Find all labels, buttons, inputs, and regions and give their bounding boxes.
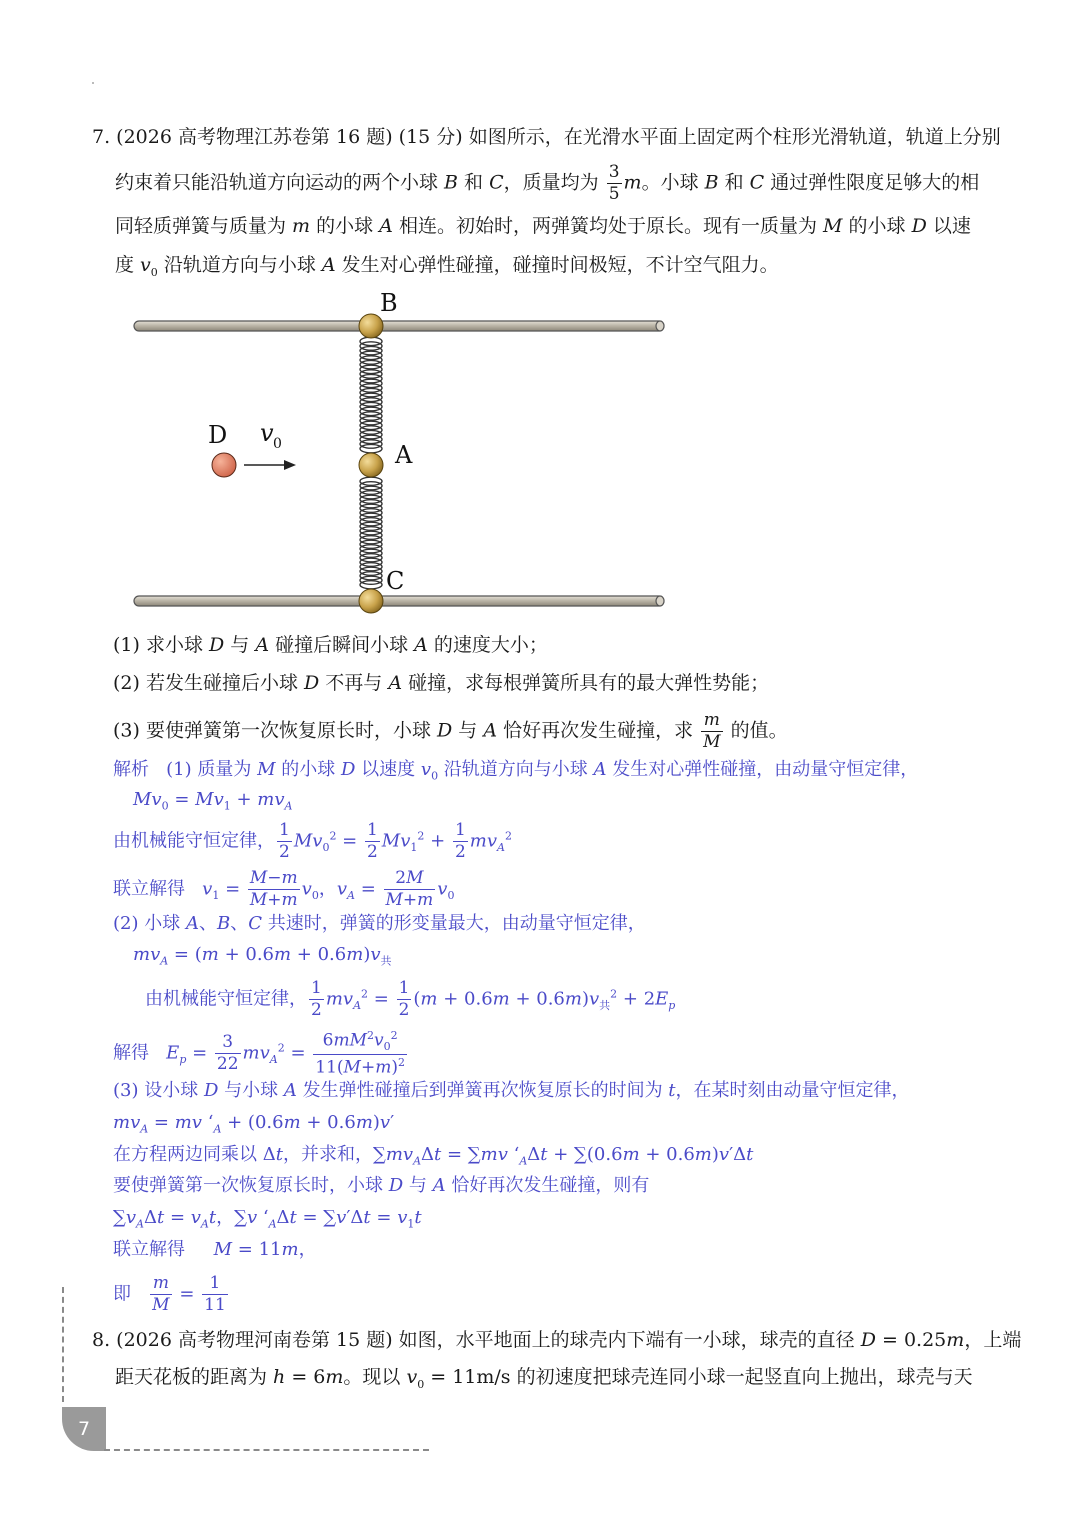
solution-eq3: 联立解得 $v_1$ = $\frac{M-m}{M+m}$ $v_0$，$v_A$ = $\frac{2M}{M+m}$ $v_0$: [113, 868, 455, 910]
ball-c: [359, 589, 383, 613]
label-b: B: [380, 289, 398, 317]
page-border-vertical: [62, 1287, 64, 1402]
q7-sub-3: (3) 要使弹簧第一次恢复原长时，小球 D 与 A 恰好再次发生碰撞，求 $\frac{m}{M}$ 的值。: [113, 710, 788, 752]
q7-sub-2: (2) 若发生碰撞后小球 D 不再与 A 碰撞，求每根弹簧所具有的最大弹性势能；: [113, 672, 770, 694]
top-rail: [134, 321, 664, 331]
solution-part3-intro: (3) 设小球 D 与小球 A 发生弹性碰撞后到弹簧再次恢复原长的时间为 t，在某时刻由动量守恒定律，: [113, 1080, 910, 1101]
label-v-sub: 0: [273, 436, 282, 452]
q7-line-2: 约束着只能沿轨道方向运动的两个小球 B 和 C，质量均为 $\frac{3}{5}$ m。小球 B 和 C 通过弹性限度足够大的相: [115, 162, 980, 204]
solution-eq9: $\sum v_A\Delta t = v_At$，∑v ‘$_A\Delta t = \sum v'\Delta t = v_1t$: [113, 1207, 422, 1231]
q7-line-1: 7. (2026 高考物理江苏卷第 16 题) (15 分) 如图所示，在光滑水平面上固定两个柱形光滑轨道，轨道上分别: [92, 126, 1001, 148]
corner-mark: [92, 82, 94, 84]
solution-part2-intro: (2) 小球 A、B、C 共速时，弹簧的形变量最大，由动量守恒定律，: [113, 913, 646, 934]
q7-sub-1: (1) 求小球 D 与 A 碰撞后瞬间小球 A 的速度大小；: [113, 634, 548, 656]
solution-line-1: 解析 (1) 质量为 M 的小球 D 以速度 $v_0$ 沿轨道方向与小球 A 发生对心弹性碰撞，由动量守恒定律，: [113, 759, 919, 783]
label-a: A: [395, 441, 413, 469]
q7-line-4: 度 $v_0$ 沿轨道方向与小球 A 发生对心弹性碰撞，碰撞时间极短，不计空气阻力。: [115, 254, 779, 279]
q8-line-2: 距天花板的距离为 h = 6m。现以 $v_0 = 11m/s$ 的初速度把球壳连同小球一起竖直向上抛出，球壳与天: [115, 1366, 973, 1391]
label-d: D: [208, 421, 228, 449]
solution-eq5: 由机械能守恒定律， $\frac{1}{2}$ $mv_A^2$ = $\frac{1}{2}$ $(m + 0.6m + 0.6m)v_共^2 + 2E_p$: [145, 978, 676, 1020]
ball-d: [212, 453, 236, 477]
solution-eq7: $mv_A$ = mv ‘$_A + (0.6m + 0.6m)v'$: [113, 1112, 395, 1136]
solution-eq11: 即 $\frac{m}{M}$ = $\frac{1}{11}$: [113, 1273, 226, 1315]
q7-line-3: 同轻质弹簧与质量为 m 的小球 A 相连。初始时，两弹簧均处于原长。现有一质量为 M 的小球 D 以速: [115, 215, 971, 237]
upper-spring: [360, 337, 382, 453]
solution-eq2: 由机械能守恒定律， $\frac{1}{2}$ $Mv_0^2$ = $\frac{1}{2}$ $Mv_1^2$ + $\frac{1}{2}$ $mv_A^2$: [113, 820, 512, 862]
solution-eq4: $mv_A = (m + 0.6m + 0.6m)v_共$: [133, 944, 392, 968]
ball-b: [359, 314, 383, 338]
label-c: C: [386, 567, 405, 595]
lower-spring: [360, 477, 382, 589]
page-number: 7: [62, 1407, 106, 1451]
page-border-horizontal: [104, 1449, 429, 1451]
label-v: v: [260, 419, 274, 447]
solution-eq10: 联立解得 M = 11m，: [113, 1239, 317, 1260]
ball-a: [359, 453, 383, 477]
q8-line-1: 8. (2026 高考物理河南卷第 15 题) 如图，水平地面上的球壳内下端有一小球，球壳的直径 D = 0.25m，上端: [92, 1329, 1022, 1351]
bottom-rail: [134, 596, 664, 606]
solution-eq6: 解得 $E_p$ = $\frac{3}{22}$ $mv_A^2$ = $\frac{6mM^2v_0^2}{11(M+m)^2}$: [113, 1029, 405, 1078]
solution-eq8: 在方程两边同乘以 Δt，并求和，$\sum mv_A\Delta t = \sum mv$ ‘$_A\Delta t + \sum(0.6m + 0.6m)v'\Delta t$: [113, 1144, 754, 1168]
physics-figure: [120, 285, 680, 615]
solution-eq1: $Mv_0 = Mv_1 + mv_A$: [133, 789, 293, 813]
solution-part3-cond: 要使弹簧第一次恢复原长时，小球 D 与 A 恰好再次发生碰撞，则有: [113, 1175, 650, 1196]
